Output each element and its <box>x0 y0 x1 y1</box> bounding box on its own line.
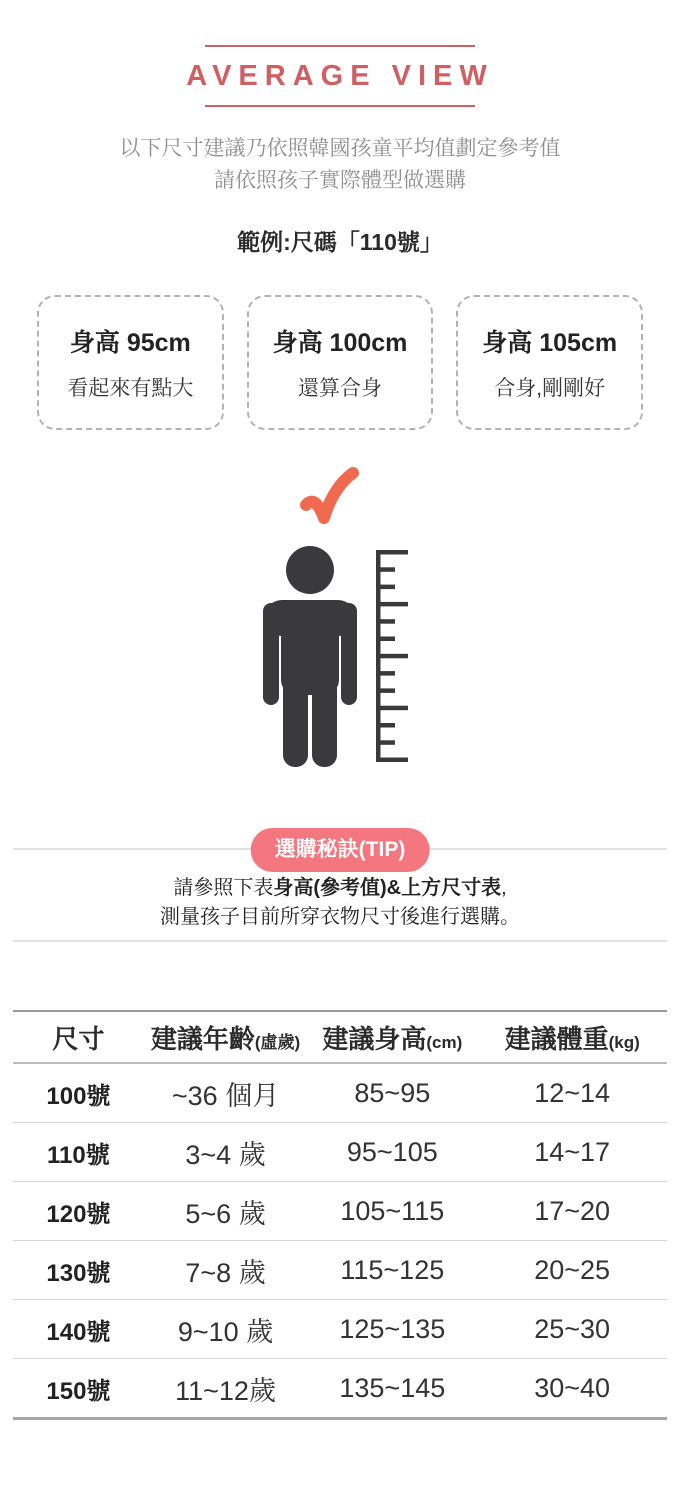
cell-age: 3~4 歲 <box>144 1123 308 1182</box>
table-row <box>13 1241 667 1300</box>
tip-section <box>0 838 680 942</box>
example-size-label: 範例:尺碼「110號」 <box>237 229 443 255</box>
cell-weight: 20~25 <box>477 1241 667 1300</box>
cell-size: 130號 <box>13 1241 144 1300</box>
cell-weight: 30~40 <box>477 1359 667 1419</box>
fit-box-105cm <box>456 295 643 430</box>
fit-box-95cm <box>37 295 224 430</box>
table-row <box>13 1359 667 1419</box>
page-title: AVERAGE VIEW <box>186 60 494 92</box>
cell-size: 100號 <box>46 1082 111 1110</box>
person-icon <box>258 545 362 772</box>
fit-height-label: 身高 100cm <box>272 329 408 357</box>
cell-age: 5~6 歲 <box>144 1182 308 1241</box>
subtitle-line-1: 以下尺寸建議乃依照韓國孩童平均值劃定參考值 <box>119 137 561 160</box>
fit-description: 看起來有點大 <box>67 377 194 400</box>
tip-line-1-bold: 身高(參考值)&上方尺寸表 <box>273 877 502 899</box>
cell-height: 135~145 <box>307 1359 477 1419</box>
cell-size: 120號 <box>13 1182 144 1241</box>
col-header-size <box>13 1011 144 1063</box>
cell-age: 7~8 歲 <box>144 1241 308 1300</box>
fit-height-label: 身高 95cm <box>69 329 191 357</box>
cell-size: 110號 <box>13 1123 144 1182</box>
col-header-unit: (虛歲) <box>254 1032 301 1052</box>
fit-description: 還算合身 <box>298 377 382 400</box>
col-header-label: 建議體重 <box>504 1023 609 1054</box>
col-header-height <box>307 1011 477 1063</box>
table-row <box>13 1182 667 1241</box>
cell-weight: 25~30 <box>477 1300 667 1359</box>
cell-weight: 14~17 <box>477 1123 667 1182</box>
ruler-icon <box>376 550 408 767</box>
title-rule-top <box>205 45 475 47</box>
fit-height-label: 身高 105cm <box>482 329 618 357</box>
table-row <box>13 1123 667 1182</box>
cell-weight: 12~14 <box>534 1077 611 1108</box>
cell-height: 105~115 <box>307 1182 477 1241</box>
cell-age: 11~12歲 <box>144 1359 308 1419</box>
cell-height: 125~135 <box>307 1300 477 1359</box>
subtitle-line-2: 請依照孩子實際體型做選購 <box>214 169 466 192</box>
col-header-age <box>144 1011 308 1063</box>
cell-weight: 17~20 <box>477 1182 667 1241</box>
col-header-weight <box>477 1011 667 1063</box>
col-header-unit: (cm) <box>426 1032 463 1052</box>
cell-size: 140號 <box>13 1300 144 1359</box>
tip-divider-bottom <box>13 940 667 942</box>
size-table <box>13 1010 667 1420</box>
fit-box-100cm <box>247 295 434 430</box>
size-table-header-row <box>13 1011 667 1063</box>
cell-height: 85~95 <box>354 1077 431 1108</box>
height-measure-figure <box>0 465 680 765</box>
subtitle <box>0 133 680 197</box>
tip-badge: 選購秘訣(TIP) <box>251 828 430 872</box>
table-row <box>13 1063 667 1123</box>
cell-age: ~36 個月 <box>171 1080 280 1111</box>
tip-line-1 <box>0 874 680 903</box>
cell-age: 9~10 歲 <box>144 1300 308 1359</box>
tip-line-2: 測量孩子目前所穿衣物尺寸後進行選購。 <box>160 906 520 928</box>
tip-line-1-prefix: 請參照下表 <box>173 877 274 899</box>
table-row <box>13 1300 667 1359</box>
cell-size: 150號 <box>13 1359 144 1419</box>
tip-line-1-suffix: , <box>501 877 507 899</box>
fit-description: 合身,剛剛好 <box>494 377 606 400</box>
col-header-unit: (kg) <box>608 1032 640 1052</box>
cell-height: 115~125 <box>307 1241 477 1300</box>
title-rule-bottom <box>205 105 475 107</box>
col-header-label: 建議年齡 <box>150 1023 255 1054</box>
col-header-label: 尺寸 <box>52 1023 105 1054</box>
check-icon <box>298 468 360 535</box>
cell-height: 95~105 <box>307 1123 477 1182</box>
col-header-label: 建議身高 <box>322 1023 427 1054</box>
fit-example-boxes <box>37 295 643 430</box>
